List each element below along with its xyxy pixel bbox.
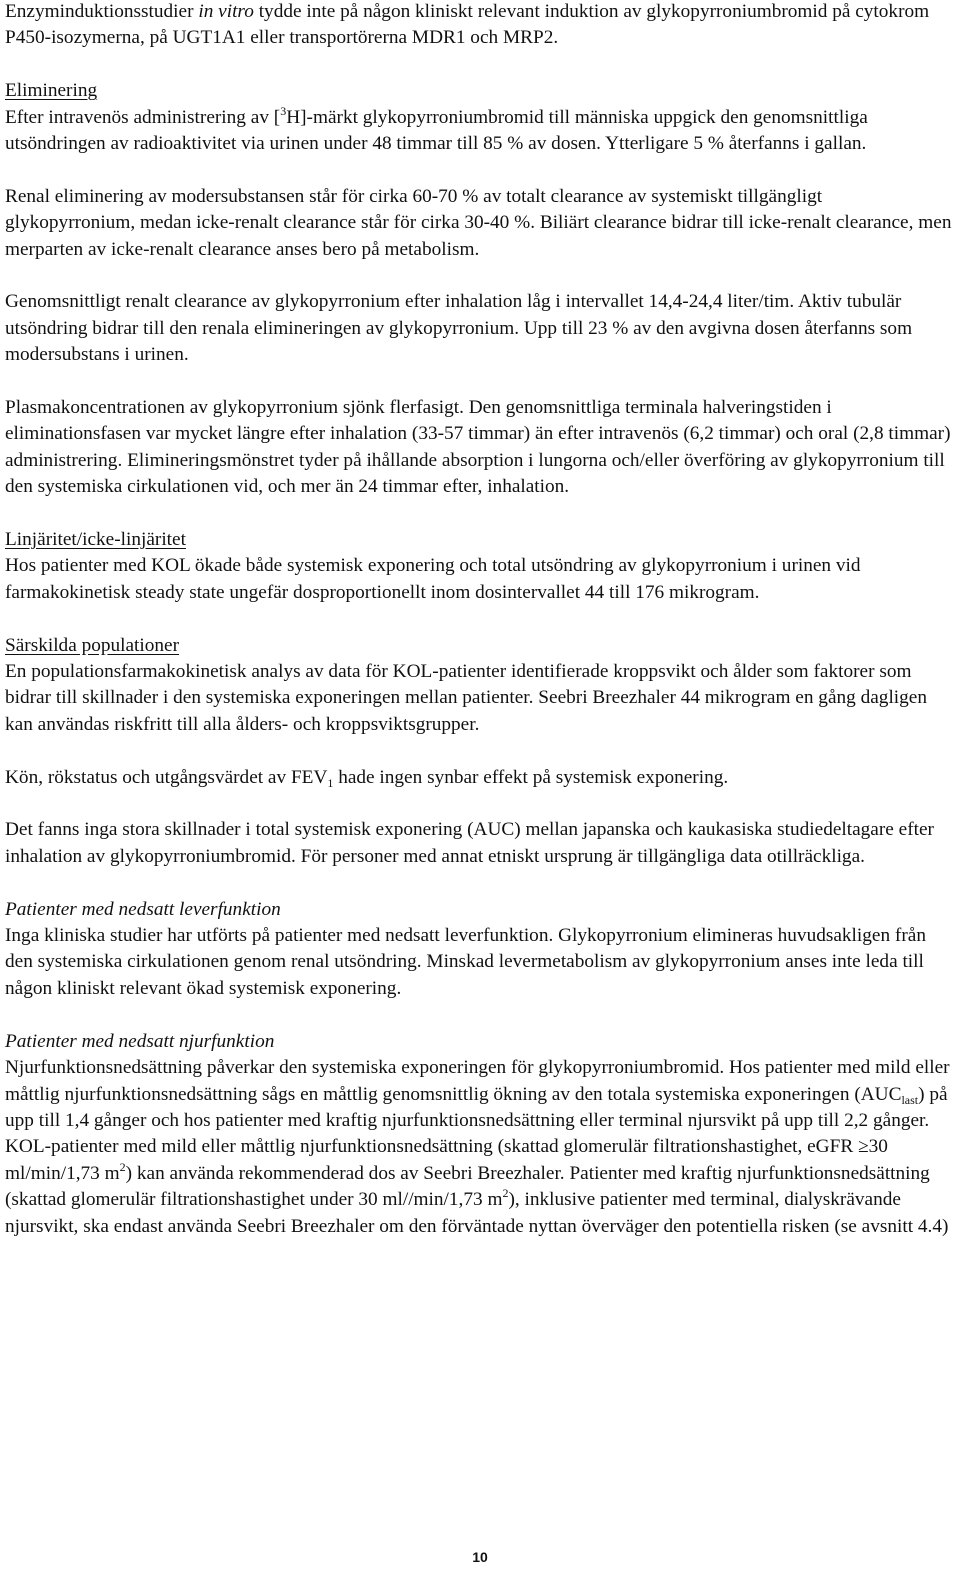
elimination-paragraph-1: Efter intravenös administrering av [$^3$H]-märkt glykopyrroniumbromid till människa uppgick den genomsnittliga utsöndringen av radioaktivitet via urinen under 48 timmar till 85 % av dosen. Ytterligare 5 % återfanns i gallan. xyxy=(5,103,868,155)
populations-paragraph-1: En populationsfarmakokinetisk analys av data för KOL-patienter identifierade kroppsvikt och ålder som faktorer som bidrar till skillnader i den systemiska exponeringen mellan patienter. Seebri Breezhaler 44 mikrogram en gång dagligen kan användas riskfritt till alla ålders- och kroppsviktsgrupper. xyxy=(5,661,927,735)
linearity-heading: Linjäritet/icke-linjäritet xyxy=(5,529,186,551)
elimination-heading: Eliminering xyxy=(5,80,98,102)
intro-paragraph: Enzyminduktionsstudier in vitro tydde inte på någon kliniskt relevant induktion av glykopyrroniumbromid på cytokrom P450-isozymerna, på UGT1A1 eller transportörerna MDR1 och MRP2. xyxy=(5,1,930,49)
renal-paragraph: Njurfunktionsnedsättning påverkar den systemiska exponeringen för glykopyrroniumbromid. Hos patienter med mild eller måttlig njurfunktionsnedsättning sågs en måttlig genomsnittlig ökning av den totala systemiska exponeringen $(AUC_{last})$ på upp till 1,4 gånger och hos patienter med kraftig njurfunktionsnedsättning eller terminal njursvikt på upp till 2,2 gånger. KOL-patienter med mild eller måttlig njurfunktionsnedsättning (skattad glomerulär filtrationshastighet, eGFR ≥30 ml/min/1,73 $m^2$) kan använda rekommenderad dos av Seebri Breezhaler. Patienter med kraftig njurfunktionsnedsättning (skattad glomerulär filtrationshastighet under 30 ml//min/1,73 $m^2$), inklusive patienter med terminal, dialyskrävande njursvikt, ska endast använda Seebri Breezhaler om den förväntade nyttan överväger den potentiella risken (se avsnitt 4.4) xyxy=(5,1057,950,1237)
populations-heading: Särskilda populationer xyxy=(5,634,180,656)
elimination-paragraph-4: Plasmakoncentrationen av glykopyrronium sjönk flerfasigt. Den genomsnittliga terminala halveringstiden i eliminationsfasen var mycket längre efter inhalation (33-57 timmar) än efter intravenös (6,2 timmar) och oral (2,8 timmar) administrering. Elimineringsmönstret tyder på ihållande absorption i lungorna och/eller överföring av glykopyrronium till den systemiska cirkulationen vid, och mer än 24 timmar efter, inhalation. xyxy=(5,397,951,498)
elimination-paragraph-3: Genomsnittligt renalt clearance av glykopyrronium efter inhalation låg i intervallet 14,4-24,4 liter/tim. Aktiv tubulär utsöndring bidrar till den renala elimineringen av glykopyrronium. Upp till 23 % av den avgivna dosen återfanns som modersubstans i urinen. xyxy=(5,291,913,366)
populations-paragraph-2: Kön, rökstatus och utgångsvärdet av $FEV_1$ hade ingen synbar effekt på systemisk exponering. xyxy=(5,766,729,790)
page-number: 10 xyxy=(472,1549,488,1565)
hepatic-heading: Patienter med nedsatt leverfunktion xyxy=(5,898,281,920)
elimination-paragraph-2: Renal eliminering av modersubstansen står för cirka 60-70 % av totalt clearance av systemiskt tillgängligt glykopyrronium, medan icke-renalt clearance står för cirka 30-40 %. Biliärt clearance bidrar till icke-renalt clearance, men merparten av icke-renalt clearance anses bero på metabolism. xyxy=(5,185,952,260)
hepatic-paragraph: Inga kliniska studier har utförts på patienter med nedsatt leverfunktion. Glykopyrronium elimineras huvudsakligen från den systemiska cirkulationen genom renal utsöndring. Minskad levermetabolism av glykopyrronium anses inte leda till någon kliniskt relevant ökad systemisk exponering. xyxy=(5,925,926,999)
renal-heading: Patienter med nedsatt njurfunktion xyxy=(5,1030,275,1052)
linearity-paragraph: Hos patienter med KOL ökade både systemisk exponering och total utsöndring av glykopyrronium i urinen vid farmakokinetisk steady state ungefär dosproportionellt inom dosintervallet 44 till 176 mikrogram. xyxy=(5,555,861,603)
populations-paragraph-3: Det fanns inga stora skillnader i total systemisk exponering (AUC) mellan japanska och kaukasiska studiedeltagare efter inhalation av glykopyrroniumbromid. För personer med annat etniskt ursprung är tillgängliga data otillräckliga. xyxy=(5,819,934,867)
